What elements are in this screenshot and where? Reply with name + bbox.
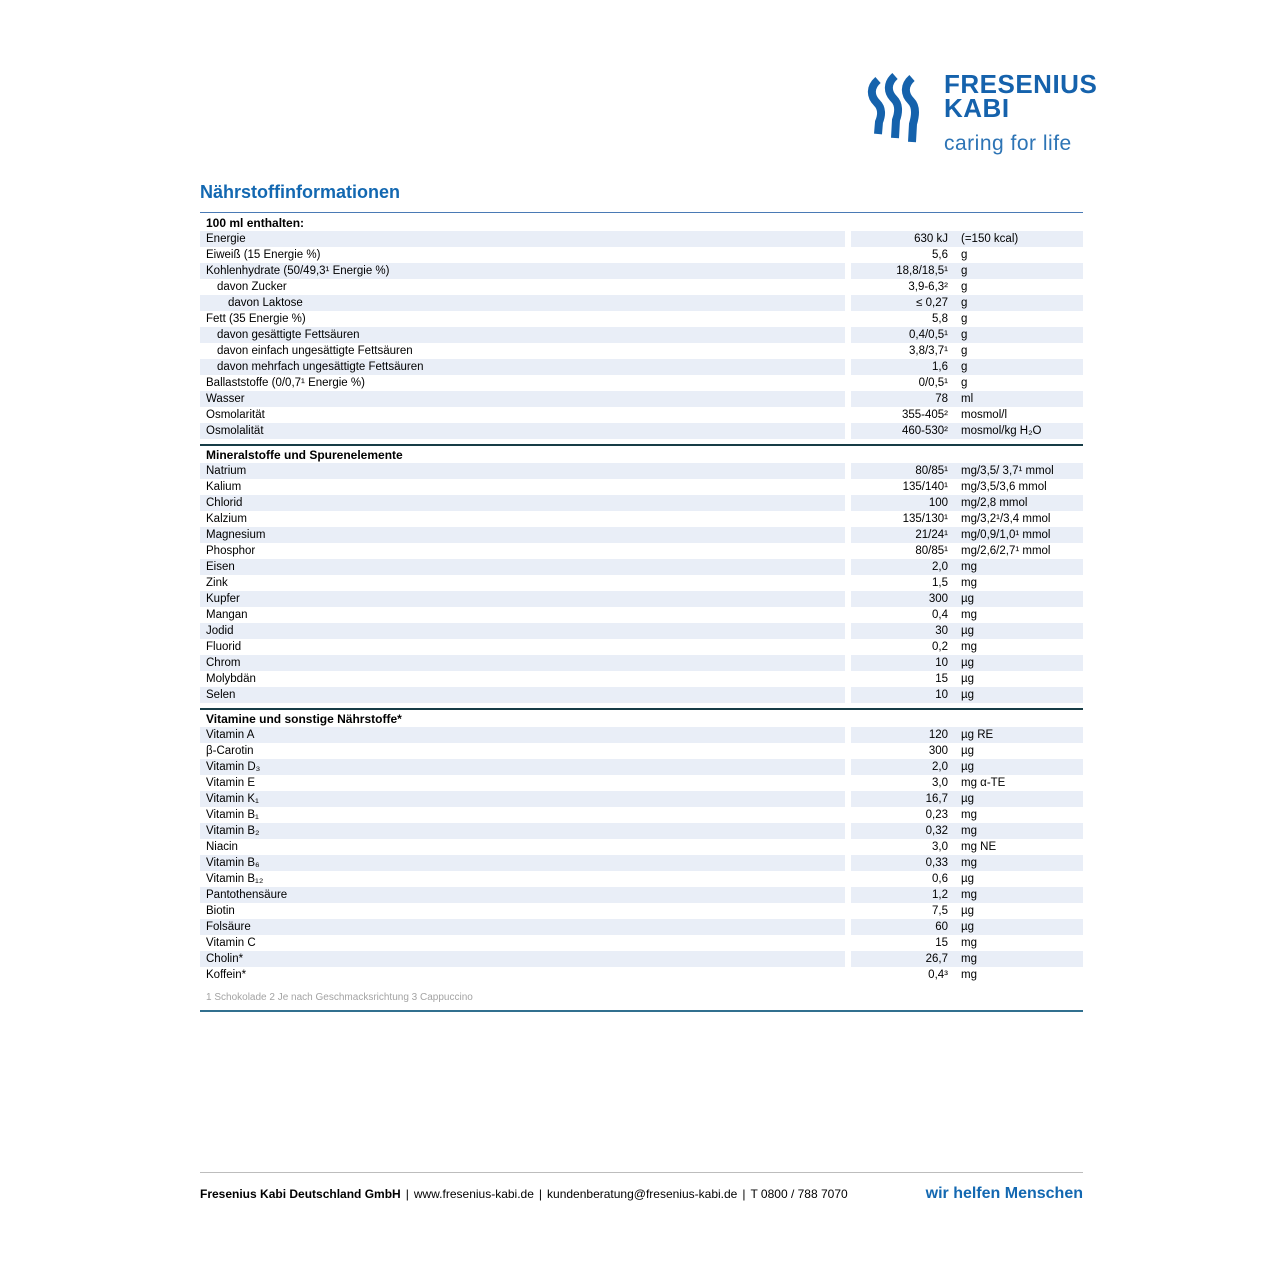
- row-unit: µg: [961, 673, 975, 685]
- table-row: [200, 967, 1083, 983]
- table-row: [200, 951, 1083, 967]
- row-value-unit: [851, 559, 1083, 575]
- row-value-unit: [851, 871, 1083, 887]
- row-value: 60: [935, 921, 948, 933]
- table-row: [200, 295, 1083, 311]
- nutrition-table: [200, 212, 1083, 1012]
- row-value: 3,9-6,3²: [908, 281, 948, 293]
- row-unit: g: [961, 345, 968, 357]
- row-label: Phosphor: [206, 545, 256, 557]
- row-unit: µg: [961, 793, 975, 805]
- section-vitamins: [200, 708, 1083, 983]
- table-row: [200, 871, 1083, 887]
- table-row: [200, 311, 1083, 327]
- row-value: 1,2: [932, 889, 948, 901]
- row-value: 2,0: [932, 761, 948, 773]
- table-row: [200, 575, 1083, 591]
- row-value-unit: [851, 591, 1083, 607]
- row-value-unit: [851, 823, 1083, 839]
- table-row: [200, 919, 1083, 935]
- row-unit: g: [961, 313, 968, 325]
- row-value: 26,7: [925, 953, 948, 965]
- table-row: [200, 855, 1083, 871]
- table-row: [200, 263, 1083, 279]
- row-value: 7,5: [932, 905, 948, 917]
- row-value: 15: [935, 673, 948, 685]
- row-label: Chlorid: [200, 495, 845, 511]
- row-unit: µg: [961, 745, 975, 757]
- table-row: [200, 407, 1083, 423]
- table-row: [200, 887, 1083, 903]
- row-value-unit: [851, 967, 1083, 983]
- section-header: Mineralstoffe und Spurenelemente: [206, 448, 403, 462]
- row-value: 0,4: [932, 609, 948, 621]
- row-value: 0,23: [925, 809, 948, 821]
- row-unit: mg: [961, 809, 977, 821]
- row-label: Vitamin B₁₂: [206, 873, 264, 885]
- row-value-unit: [851, 343, 1083, 359]
- row-unit: mg: [961, 561, 977, 573]
- row-value: 100: [928, 497, 948, 509]
- fresenius-kabi-logo: [866, 69, 1098, 156]
- row-label: Biotin: [206, 905, 235, 917]
- page-footer: [200, 1185, 1083, 1203]
- row-value: 0,33: [925, 857, 948, 869]
- row-unit: g: [961, 265, 968, 277]
- row-label: Osmolarität: [206, 409, 265, 421]
- row-label: davon gesättigte Fettsäuren: [200, 327, 845, 343]
- section-minerals: [200, 444, 1083, 703]
- row-unit: mg: [961, 857, 977, 869]
- row-value-unit: [851, 327, 1083, 343]
- row-value-unit: [851, 759, 1083, 775]
- row-label: Selen: [200, 687, 845, 703]
- table-row: [200, 327, 1083, 343]
- row-value: 3,0: [932, 841, 948, 853]
- brand-wordmark-line2: KABI: [944, 93, 1010, 123]
- row-label: Fett (35 Energie %): [206, 313, 306, 325]
- table-row: [200, 543, 1083, 559]
- row-unit: g: [961, 297, 968, 309]
- website-text: www.fresenius-kabi.de: [413, 1187, 534, 1201]
- row-label: Eiweiß (15 Energie %): [206, 249, 321, 261]
- row-value-unit: [851, 575, 1083, 591]
- row-value: 5,6: [932, 249, 948, 261]
- row-label: Cholin*: [200, 951, 845, 967]
- row-value-unit: [851, 279, 1083, 295]
- table-row: [200, 823, 1083, 839]
- table-row: [200, 391, 1083, 407]
- table-row: [200, 807, 1083, 823]
- row-value-unit: [851, 935, 1083, 951]
- row-value: 21/24¹: [915, 529, 948, 541]
- row-value-unit: [851, 463, 1083, 479]
- row-label: Kupfer: [200, 591, 845, 607]
- row-value-unit: [851, 775, 1083, 791]
- row-label: Kohlenhydrate (50/49,3¹ Energie %): [200, 263, 845, 279]
- table-row: [200, 559, 1083, 575]
- table-row: [200, 727, 1083, 743]
- table-row: [200, 791, 1083, 807]
- table-row: [200, 279, 1083, 295]
- fresenius-waves-icon: [866, 72, 928, 144]
- row-value-unit: [851, 743, 1083, 759]
- row-value-unit: [851, 671, 1083, 687]
- row-value: 300: [928, 745, 948, 757]
- row-unit: µg RE: [961, 729, 994, 741]
- row-value: 18,8/18,5¹: [896, 265, 948, 277]
- row-value-unit: [851, 727, 1083, 743]
- row-unit: mg/2,8 mmol: [961, 497, 1028, 509]
- table-footnote: 1 Schokolade 2 Je nach Geschmacksrichtung 3 Cappuccino: [200, 992, 1083, 1012]
- row-unit: mg/3,2¹/3,4 mmol: [961, 513, 1051, 525]
- row-value: 135/140¹: [902, 481, 948, 493]
- row-label: davon Zucker: [217, 281, 287, 293]
- row-value: 0,2: [932, 641, 948, 653]
- row-value-unit: [851, 511, 1083, 527]
- row-unit: g: [961, 281, 968, 293]
- row-label: Vitamin K₁: [200, 791, 845, 807]
- row-value-unit: [851, 247, 1083, 263]
- separator: |: [405, 1187, 409, 1201]
- row-value: 16,7: [925, 793, 948, 805]
- table-row: [200, 423, 1083, 439]
- table-row: [200, 511, 1083, 527]
- row-unit: mg: [961, 969, 977, 981]
- row-value-unit: [851, 423, 1083, 439]
- row-value-unit: [851, 543, 1083, 559]
- row-value: 1,5: [932, 577, 948, 589]
- brand-wordmark-line1: FRESENIUS: [944, 69, 1098, 99]
- company-slogan: wir helfen Menschen: [925, 1185, 1083, 1202]
- row-unit: mg/3,5/ 3,7¹ mmol: [961, 465, 1054, 477]
- row-label: Ballaststoffe (0/0,7¹ Energie %): [206, 377, 365, 389]
- row-value-unit: [851, 231, 1083, 247]
- row-unit: µg: [961, 657, 975, 669]
- row-unit: µg: [961, 761, 975, 773]
- row-label: Koffein*: [206, 969, 247, 981]
- row-unit: mg: [961, 953, 977, 965]
- row-label: Niacin: [206, 841, 238, 853]
- row-value-unit: [851, 311, 1083, 327]
- row-unit: µg: [961, 625, 975, 637]
- row-value: 0,32: [925, 825, 948, 837]
- table-row: [200, 671, 1083, 687]
- row-unit: mg/0,9/1,0¹ mmol: [961, 529, 1051, 541]
- row-value: 5,8: [932, 313, 948, 325]
- row-label: Osmolalität: [200, 423, 845, 439]
- row-unit: mg/3,5/3,6 mmol: [961, 481, 1047, 493]
- row-label: Kalzium: [206, 513, 247, 525]
- row-value: 3,8/3,7¹: [909, 345, 948, 357]
- table-row: [200, 359, 1083, 375]
- row-value: 78: [935, 393, 948, 405]
- row-value-unit: [851, 919, 1083, 935]
- company-name: Fresenius Kabi Deutschland GmbH: [200, 1187, 401, 1201]
- row-label: Chrom: [200, 655, 845, 671]
- row-label: Pantothensäure: [200, 887, 845, 903]
- table-row: [200, 375, 1083, 391]
- table-row: [200, 463, 1083, 479]
- table-row: [200, 495, 1083, 511]
- row-label: Vitamin B₂: [200, 823, 845, 839]
- row-unit: ml: [961, 393, 974, 405]
- row-value-unit: [851, 375, 1083, 391]
- row-label: davon einfach ungesättigte Fettsäuren: [217, 345, 413, 357]
- section-rows: [200, 231, 1083, 439]
- row-unit: g: [961, 377, 968, 389]
- row-unit: mg NE: [961, 841, 997, 853]
- row-value-unit: [851, 639, 1083, 655]
- table-row: [200, 903, 1083, 919]
- brand-tagline: caring for life: [944, 132, 1072, 155]
- row-unit: mosmol/kg H₂O: [961, 425, 1042, 437]
- row-value-unit: [851, 527, 1083, 543]
- table-row: [200, 607, 1083, 623]
- table-row: [200, 839, 1083, 855]
- row-value-unit: [851, 855, 1083, 871]
- row-value-unit: [851, 887, 1083, 903]
- table-row: [200, 935, 1083, 951]
- page-title: Nährstoffinformationen: [200, 182, 400, 202]
- row-label: β-Carotin: [206, 745, 254, 757]
- row-unit: g: [961, 249, 968, 261]
- row-unit: (=150 kcal): [961, 233, 1019, 245]
- row-label: Mangan: [206, 609, 248, 621]
- row-value: 135/130¹: [902, 513, 948, 525]
- table-row: [200, 623, 1083, 639]
- row-value: 15: [935, 937, 948, 949]
- row-label: Eisen: [200, 559, 845, 575]
- table-row: [200, 591, 1083, 607]
- row-label: Wasser: [200, 391, 845, 407]
- row-value: 2,0: [932, 561, 948, 573]
- row-unit: µg: [961, 689, 975, 701]
- row-label: Vitamin E: [206, 777, 256, 789]
- row-value: 630 kJ: [914, 233, 948, 245]
- row-unit: mg: [961, 609, 977, 621]
- row-label: Magnesium: [200, 527, 845, 543]
- row-label: davon Laktose: [200, 295, 845, 311]
- row-value-unit: [851, 359, 1083, 375]
- row-label: davon mehrfach ungesättigte Fettsäuren: [200, 359, 845, 375]
- separator: |: [742, 1187, 746, 1201]
- row-value: 120: [928, 729, 948, 741]
- footer-divider: [200, 1172, 1083, 1173]
- row-unit: g: [961, 329, 968, 341]
- section-header: Vitamine und sonstige Nährstoffe*: [206, 712, 402, 726]
- row-value-unit: [851, 295, 1083, 311]
- row-value: 3,0: [932, 777, 948, 789]
- row-value: 80/85¹: [915, 465, 948, 477]
- row-value: 10: [935, 657, 948, 669]
- row-unit: mg/2,6/2,7¹ mmol: [961, 545, 1051, 557]
- row-label: Vitamin A: [200, 727, 845, 743]
- table-row: [200, 247, 1083, 263]
- brand-wordmark: [944, 69, 1098, 156]
- row-label: Natrium: [200, 463, 845, 479]
- table-row: [200, 655, 1083, 671]
- row-value: 30: [935, 625, 948, 637]
- table-row: [200, 759, 1083, 775]
- row-value: 10: [935, 689, 948, 701]
- table-row: [200, 687, 1083, 703]
- table-row: [200, 743, 1083, 759]
- table-row: [200, 639, 1083, 655]
- separator: |: [538, 1187, 543, 1201]
- row-value-unit: [851, 791, 1083, 807]
- row-value: 0/0,5¹: [918, 377, 948, 389]
- table-row: [200, 479, 1083, 495]
- row-unit: µg: [961, 921, 975, 933]
- row-value-unit: [851, 391, 1083, 407]
- row-label: Molybdän: [206, 673, 256, 685]
- row-value: 300: [928, 593, 948, 605]
- row-value: ≤ 0,27: [916, 297, 948, 309]
- row-unit: mg: [961, 641, 977, 653]
- table-row: [200, 343, 1083, 359]
- row-unit: mosmol/l: [961, 409, 1008, 421]
- row-value-unit: [851, 407, 1083, 423]
- row-value: 460-530²: [901, 425, 948, 437]
- section-rows: [200, 463, 1083, 703]
- row-label: Jodid: [200, 623, 845, 639]
- row-value-unit: [851, 807, 1083, 823]
- row-value-unit: [851, 951, 1083, 967]
- row-label: Zink: [206, 577, 228, 589]
- footer-contact-line: [200, 1187, 848, 1201]
- row-label: Kalium: [206, 481, 242, 493]
- row-unit: mg: [961, 937, 977, 949]
- email-text: kundenberatung@fresenius-kabi.de: [547, 1187, 738, 1201]
- row-value: 80/85¹: [915, 545, 948, 557]
- phone-text: T 0800 / 788 7070: [750, 1187, 848, 1201]
- row-value: 1,6: [932, 361, 948, 373]
- row-unit: g: [961, 361, 968, 373]
- row-unit: mg: [961, 577, 977, 589]
- row-value: 0,4/0,5¹: [909, 329, 948, 341]
- row-unit: mg: [961, 825, 977, 837]
- row-value: 0,6: [932, 873, 948, 885]
- row-value-unit: [851, 495, 1083, 511]
- row-value-unit: [851, 623, 1083, 639]
- row-label: Vitamin B₆: [200, 855, 845, 871]
- section-header: 100 ml enthalten:: [206, 216, 305, 230]
- row-value-unit: [851, 687, 1083, 703]
- row-unit: mg α-TE: [961, 777, 1006, 789]
- row-value-unit: [851, 903, 1083, 919]
- section-rows: [200, 727, 1083, 983]
- row-value-unit: [851, 263, 1083, 279]
- row-label: Vitamin C: [206, 937, 256, 949]
- row-label: Fluorid: [206, 641, 242, 653]
- row-unit: µg: [961, 593, 975, 605]
- row-unit: µg: [961, 905, 975, 917]
- row-label: Vitamin D₃: [200, 759, 845, 775]
- table-row: [200, 775, 1083, 791]
- table-row: [200, 527, 1083, 543]
- row-value-unit: [851, 607, 1083, 623]
- row-label: Vitamin B₁: [206, 809, 259, 821]
- row-label: Folsäure: [200, 919, 845, 935]
- row-unit: mg: [961, 889, 977, 901]
- row-value-unit: [851, 479, 1083, 495]
- row-value-unit: [851, 839, 1083, 855]
- row-label: Energie: [200, 231, 845, 247]
- table-row: [200, 231, 1083, 247]
- row-value: 355-405²: [901, 409, 948, 421]
- section-100ml: [200, 215, 1083, 439]
- row-value-unit: [851, 655, 1083, 671]
- row-unit: µg: [961, 873, 975, 885]
- row-value: 0,4³: [928, 969, 948, 981]
